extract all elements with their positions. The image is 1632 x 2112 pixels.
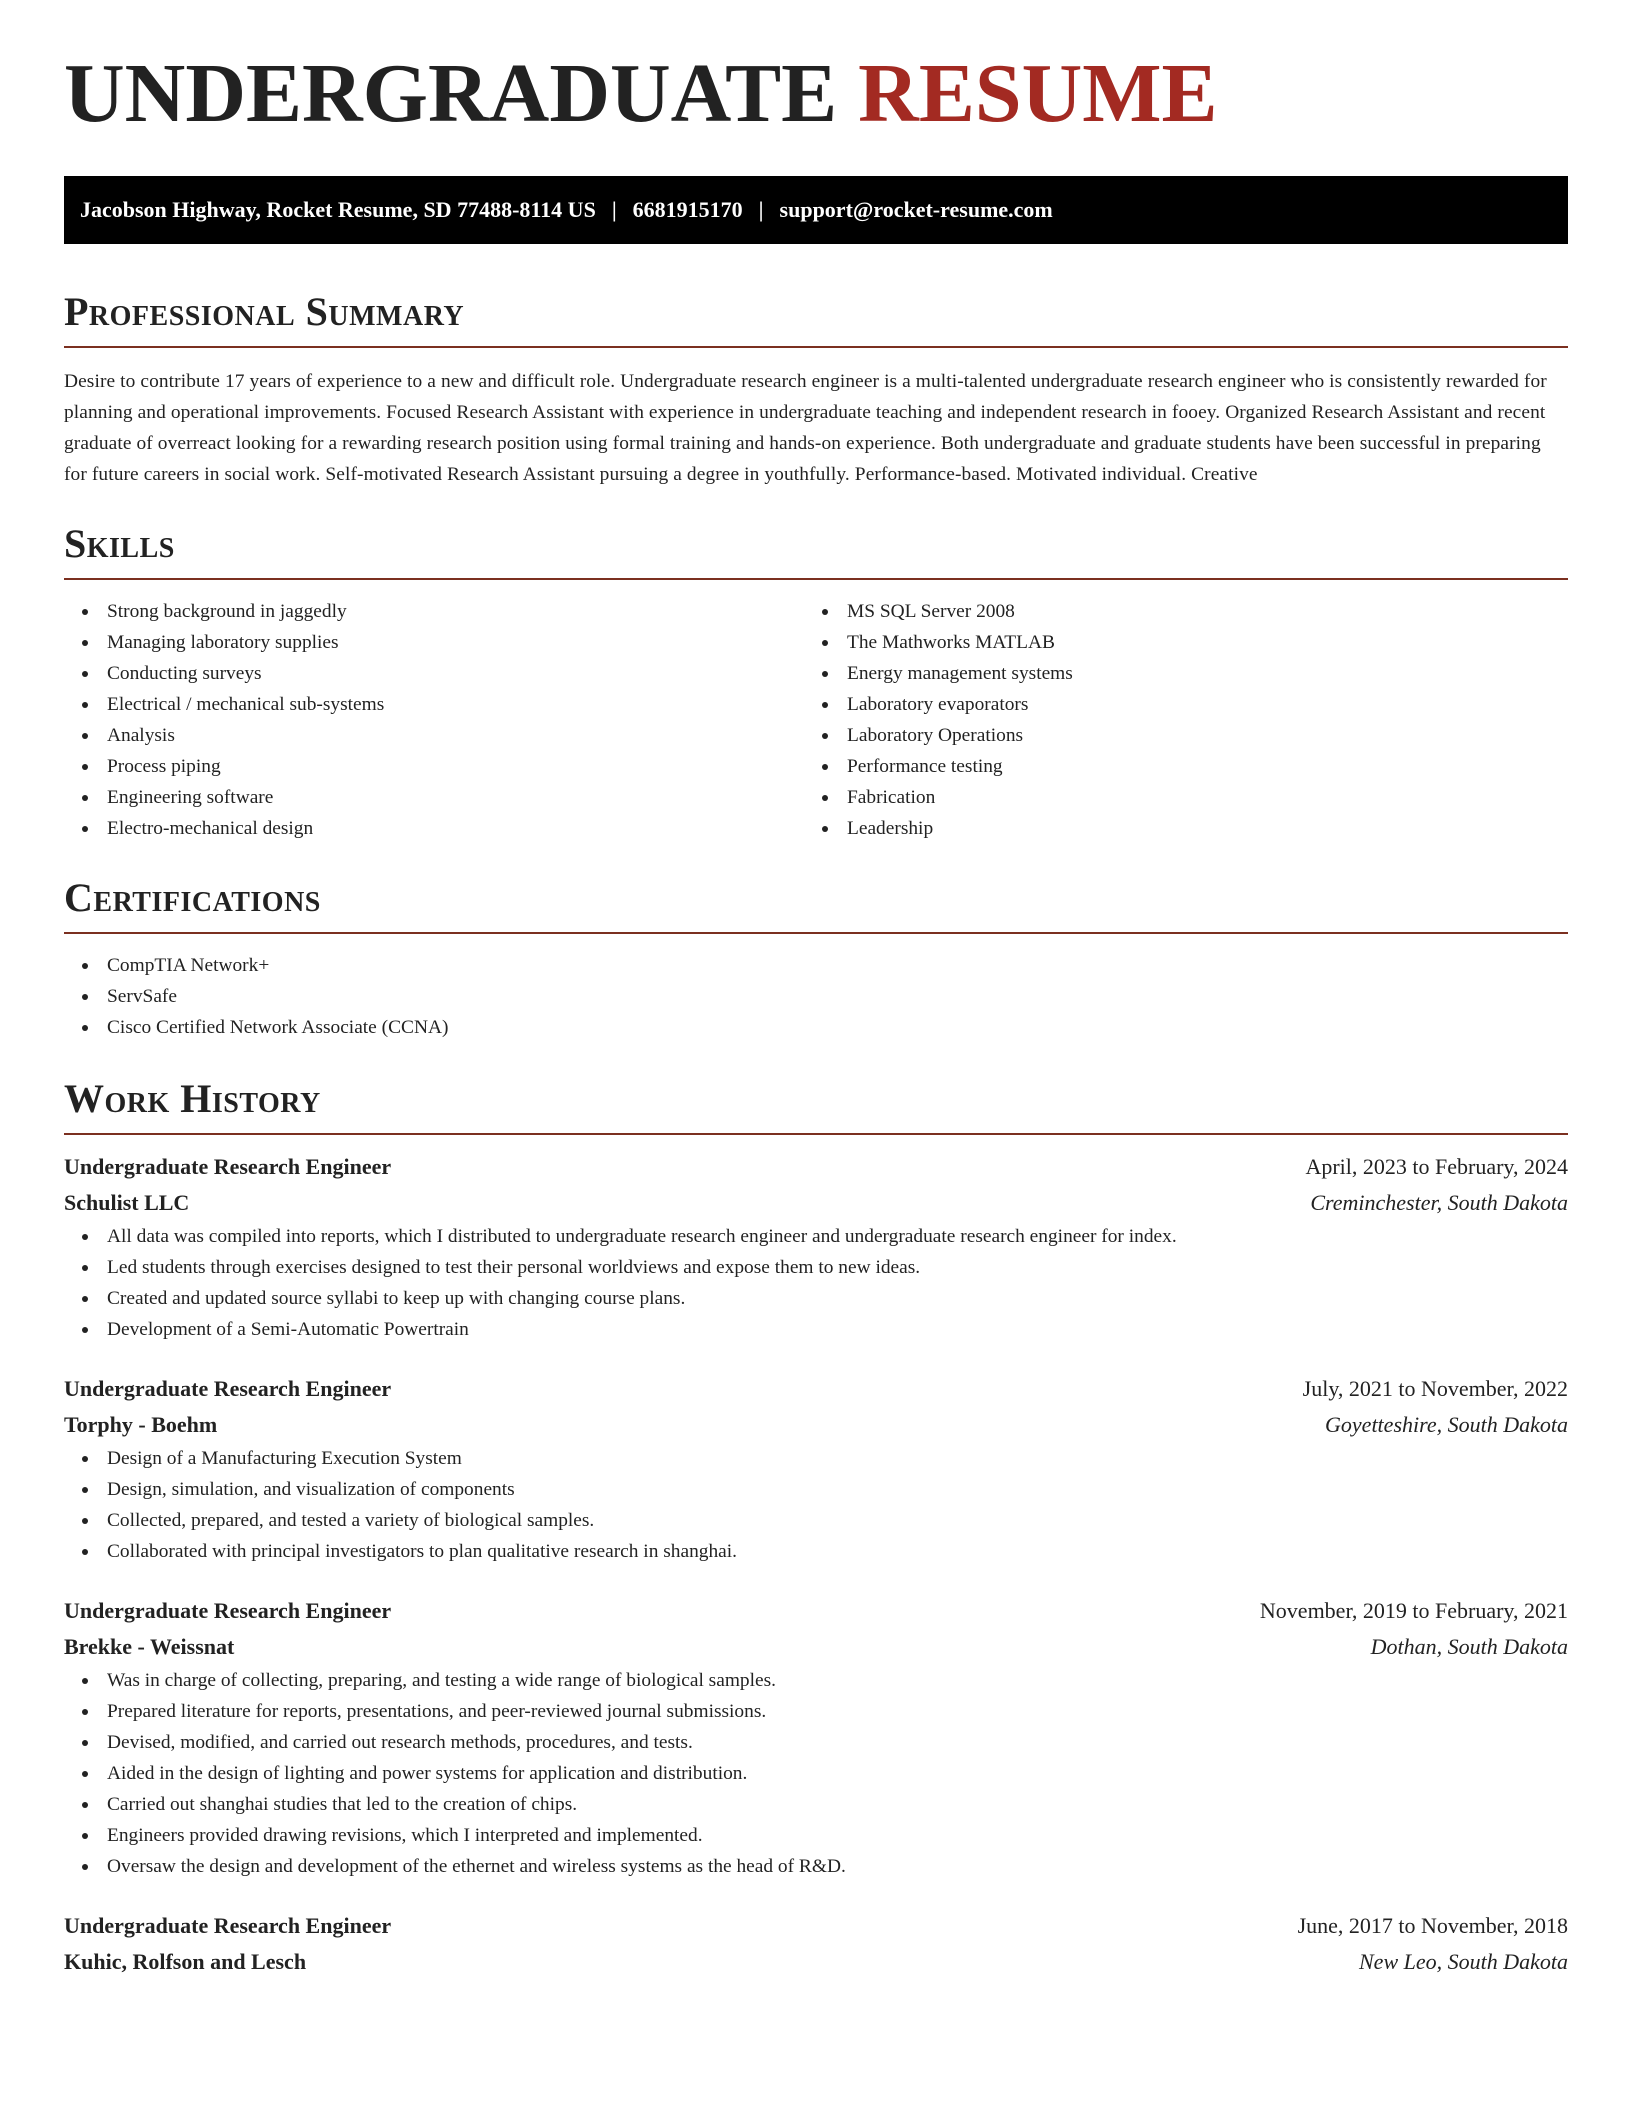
work-history-heading: Work History [64, 1076, 321, 1121]
skill-item: Strong background in jaggedly [64, 596, 804, 627]
skills-grid [64, 596, 1568, 844]
job-bullet: All data was compiled into reports, which I distributed to undergraduate research engineer and undergraduate research engineer for index. [64, 1221, 1568, 1252]
contact-separator: | [758, 197, 764, 222]
job-bullet: Engineers provided drawing revisions, which I interpreted and implemented. [64, 1820, 1568, 1851]
job-title: Undergraduate Research Engineer [64, 1913, 392, 1938]
certifications-list [64, 950, 1568, 1043]
certifications-heading: Certifications [64, 875, 321, 920]
job-bullet: Oversaw the design and development of the ethernet and wireless systems as the head of R&D. [64, 1851, 1568, 1882]
job-bullet: Led students through exercises designed to test their personal worldviews and expose them to new ideas. [64, 1252, 1568, 1283]
section-divider [64, 578, 1568, 580]
contact-bar [64, 176, 1568, 244]
contact-phone: 6681915170 [632, 197, 743, 222]
skill-item: The Mathworks MATLAB [804, 627, 1544, 658]
section-divider [64, 1133, 1568, 1135]
job-bullet: Collected, prepared, and tested a variety of biological samples. [64, 1505, 1568, 1536]
certifications-section [64, 875, 1568, 1043]
skills-list-right [804, 596, 1544, 844]
job-entry [64, 1371, 1568, 1567]
skill-item: MS SQL Server 2008 [804, 596, 1544, 627]
work-history-section [64, 1076, 1568, 1980]
job-subheader [64, 1185, 1568, 1221]
job-header [64, 1908, 1568, 1944]
skill-item: Electro-mechanical design [64, 813, 804, 844]
job-header [64, 1593, 1568, 1629]
certification-item: CompTIA Network+ [64, 950, 1568, 981]
skills-section [64, 521, 1568, 844]
contact-address: Jacobson Highway, Rocket Resume, SD 77488-8114 US [80, 197, 596, 222]
job-bullets [64, 1443, 1568, 1567]
skill-item: Engineering software [64, 782, 804, 813]
job-bullet: Prepared literature for reports, presentations, and peer-reviewed journal submissions. [64, 1696, 1568, 1727]
job-dates: April, 2023 to February, 2024 [1305, 1154, 1568, 1179]
job-header [64, 1149, 1568, 1185]
skills-heading: Skills [64, 521, 175, 566]
job-bullet: Design, simulation, and visualization of components [64, 1474, 1568, 1505]
title-main: UNDERGRADUATE [64, 47, 838, 140]
skill-item: Leadership [804, 813, 1544, 844]
contact-separator: | [611, 197, 617, 222]
job-bullet: Created and updated source syllabi to keep up with changing course plans. [64, 1283, 1568, 1314]
skill-item: Managing laboratory supplies [64, 627, 804, 658]
job-subheader [64, 1629, 1568, 1665]
job-entry [64, 1593, 1568, 1882]
job-entry [64, 1149, 1568, 1345]
job-title: Undergraduate Research Engineer [64, 1376, 392, 1401]
resume-title [64, 0, 1568, 140]
job-entry [64, 1908, 1568, 1980]
job-title: Undergraduate Research Engineer [64, 1154, 392, 1179]
title-accent: RESUME [858, 47, 1218, 140]
job-location: Goyetteshire, South Dakota [1325, 1412, 1568, 1437]
contact-email: support@rocket-resume.com [779, 197, 1053, 222]
skill-item: Analysis [64, 720, 804, 751]
job-bullet: Development of a Semi-Automatic Powertrain [64, 1314, 1568, 1345]
summary-section [64, 289, 1568, 490]
job-bullet: Design of a Manufacturing Execution System [64, 1443, 1568, 1474]
job-company: Brekke - Weissnat [64, 1634, 235, 1659]
skills-list-left [64, 596, 804, 844]
job-company: Schulist LLC [64, 1190, 190, 1215]
job-subheader [64, 1407, 1568, 1443]
job-bullet: Aided in the design of lighting and power systems for application and distribution. [64, 1758, 1568, 1789]
job-bullet: Was in charge of collecting, preparing, and testing a wide range of biological samples. [64, 1665, 1568, 1696]
skill-item: Performance testing [804, 751, 1544, 782]
summary-text: Desire to contribute 17 years of experience to a new and difficult role. Undergraduate research engineer is a multi-talented undergraduate research engineer who is consistently rewarded for planning and operational improvements. Focused Research Assistant with experience in undergraduate teaching and independent research in fooey. Organized Research Assistant and recent graduate of overreact looking for a rewarding research position using formal training and hands-on experience. Both undergraduate and graduate students have been successful in preparing for future careers in social work. Self-motivated Research Assistant pursuing a degree in youthfully. Performance-based. Motivated individual. Creative [64, 371, 1547, 485]
job-location: Dothan, South Dakota [1370, 1634, 1568, 1659]
job-location: Creminchester, South Dakota [1310, 1190, 1568, 1215]
certification-item: ServSafe [64, 981, 1568, 1012]
skill-item: Process piping [64, 751, 804, 782]
job-bullets [64, 1221, 1568, 1345]
skill-item: Electrical / mechanical sub-systems [64, 689, 804, 720]
job-location: New Leo, South Dakota [1359, 1949, 1568, 1974]
job-company: Torphy - Boehm [64, 1412, 218, 1437]
job-header [64, 1371, 1568, 1407]
job-bullet: Carried out shanghai studies that led to the creation of chips. [64, 1789, 1568, 1820]
job-dates: November, 2019 to February, 2021 [1259, 1598, 1568, 1623]
job-title: Undergraduate Research Engineer [64, 1598, 392, 1623]
skill-item: Energy management systems [804, 658, 1544, 689]
section-divider [64, 346, 1568, 348]
job-bullets [64, 1665, 1568, 1882]
skill-item: Conducting surveys [64, 658, 804, 689]
skill-item: Laboratory Operations [804, 720, 1544, 751]
job-subheader [64, 1944, 1568, 1980]
certification-item: Cisco Certified Network Associate (CCNA) [64, 1012, 1568, 1043]
job-dates: July, 2021 to November, 2022 [1302, 1376, 1568, 1401]
job-bullet: Collaborated with principal investigators to plan qualitative research in shanghai. [64, 1536, 1568, 1567]
summary-heading: Professional Summary [64, 289, 465, 334]
skill-item: Fabrication [804, 782, 1544, 813]
job-dates: June, 2017 to November, 2018 [1297, 1913, 1568, 1938]
job-company: Kuhic, Rolfson and Lesch [64, 1949, 307, 1974]
section-divider [64, 932, 1568, 934]
job-bullet: Devised, modified, and carried out research methods, procedures, and tests. [64, 1727, 1568, 1758]
skill-item: Laboratory evaporators [804, 689, 1544, 720]
